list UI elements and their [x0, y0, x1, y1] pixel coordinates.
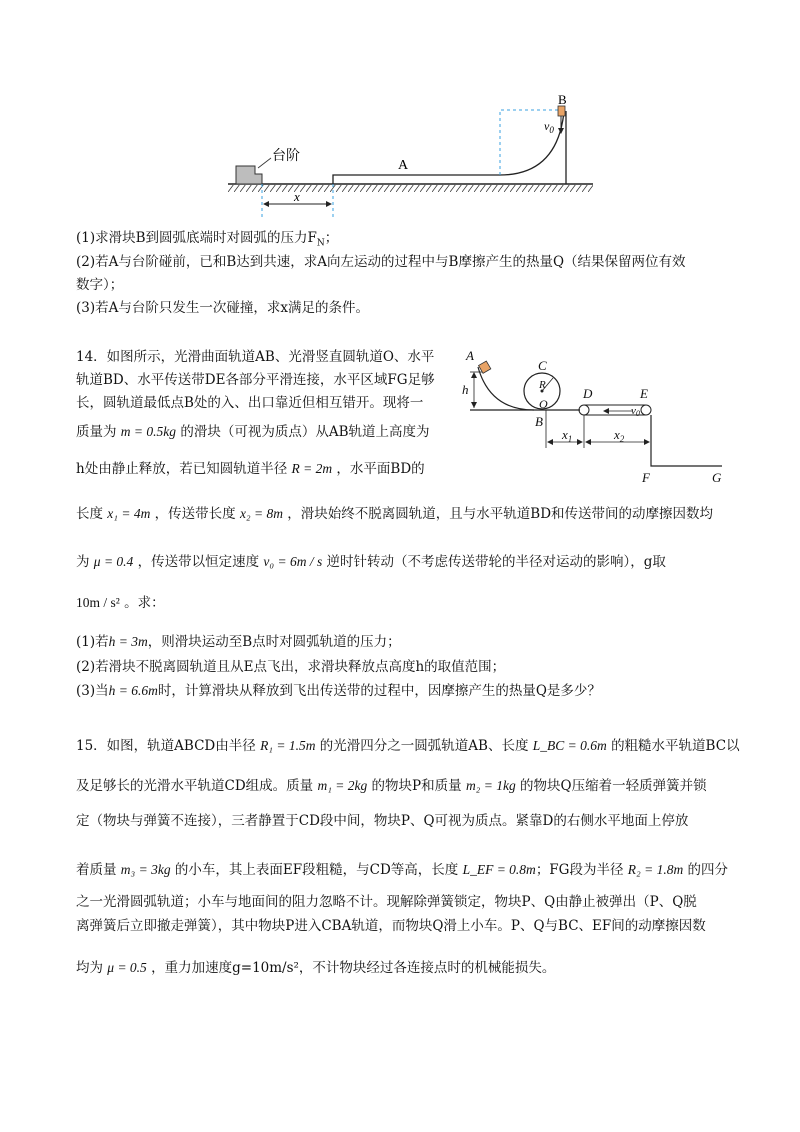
- label-x1: $x_1$: [562, 427, 573, 444]
- step-block: [236, 166, 262, 184]
- label-c: C: [538, 358, 547, 373]
- belt-v0-label: v0: [631, 405, 640, 418]
- x-label: x: [294, 189, 300, 204]
- p15-line3: 定（物块与弹簧不连接），三者静置于CD段中间，物块P、Q可视为质点。紧靠D的右侧水平地面上停放: [76, 813, 689, 829]
- p14-line5: h处由静止释放，若已知圆轨道半径 R = 2m ，水平面BD的: [76, 461, 425, 477]
- p13-q2-line2: 数字）；: [76, 277, 124, 293]
- p14-line8: 10m / s² 。求：: [76, 595, 165, 611]
- p14-line2: 轨道BD、水平传送带DE各部分平滑连接，水平区域FG足够: [76, 372, 435, 388]
- p14-line1: 14．如图所示，光滑曲面轨道AB、光滑竖直圆轨道O、水平: [76, 349, 435, 365]
- label-b: B: [535, 414, 543, 429]
- conveyor-belt: [579, 405, 651, 415]
- p13-q3: (3)若A与台阶只发生一次碰撞，求x满足的条件。: [76, 300, 369, 316]
- block-b-label: B: [558, 92, 567, 107]
- p14-line7: 为 μ = 0.4 ，传送带以恒定速度 v₀ = 6m / s 逆时针转动（不考虑传送带轮的半径对运动的影响），g取: [76, 554, 666, 570]
- p13-q2-line1: (2)若A与台阶碰前，已和B达到共速，求A向左运动的过程中与B摩擦产生的热量Q（结果保留两位有效: [76, 254, 686, 270]
- p14-line4: 质量为 m = 0.5kg 的滑块（可视为质点）从AB轨道上高度为: [76, 424, 430, 440]
- p15-line5: 之一光滑圆弧轨道；小车与地面间的阻力忽略不计。现解除弹簧锁定，物块P、Q由静止被弹出（P、Q脱: [76, 894, 697, 910]
- label-h: h: [462, 382, 469, 397]
- p15-line4: 着质量 m₃ = 3kg 的小车，其上表面EF段粗糙，与CD等高，长度 L_EF = 0.8m；FG段为半径 R₂ = 1.8m 的四分: [76, 862, 728, 878]
- label-o: O: [539, 397, 548, 411]
- label-d: D: [583, 386, 593, 401]
- board-a: [333, 111, 566, 184]
- region-fg: [651, 415, 722, 466]
- p14-q1: (1)若h = 3m，则滑块运动至B点时对圆弧轨道的压力；: [76, 634, 401, 650]
- label-x2: $x_2$: [614, 427, 625, 444]
- label-a: A: [466, 348, 474, 363]
- p13-q1: (1)求滑块B到圆弧底端时对圆弧的压力$F_N$；: [76, 230, 339, 249]
- block-at-a: [479, 361, 491, 373]
- ground: [228, 184, 593, 192]
- p14-line3: 长，圆轨道最低点B处的入、出口靠近但相互错开。现将一: [76, 395, 424, 411]
- block-b: [558, 106, 565, 116]
- label-e: E: [640, 386, 648, 401]
- p15-line1: 15．如图，轨道ABCD由半径 R₁ = 1.5m 的光滑四分之一圆弧轨道AB、长度 L_BC = 0.6m 的粗糙水平轨道BC以: [76, 738, 740, 754]
- figure-track-step: [0, 0, 800, 230]
- p15-line6: 离弹簧后立即撤走弹簧），其中物块P进入CBA轨道，而物块Q滑上小车。P、Q与BC、EF间的动摩擦因数: [76, 918, 706, 934]
- velocity-arrowhead: [558, 128, 564, 134]
- label-r: R: [539, 379, 546, 391]
- p15-line7: 均为 μ = 0.5 ，重力加速度g=10m/s²，不计物块经过各连接点时的机械能损失。: [76, 960, 556, 976]
- label-f: F: [642, 470, 650, 485]
- p14-q3: (3)当h = 6.6m时，计算滑块从释放到飞出传送带的过程中，因摩擦产生的热量Q是多少？: [76, 683, 601, 699]
- p14-q2: (2)若滑块不脱离圆轨道且从E点飞出，求滑块释放点高度h的取值范围；: [76, 659, 506, 675]
- step-label: 台阶: [272, 149, 300, 164]
- dashed-guides: [262, 110, 558, 218]
- p15-line2: 及足够长的光滑水平轨道CD组成。质量 m₁ = 2kg 的物块P和质量 m₂ = 1kg 的物块Q压缩着一轻质弹簧并锁: [76, 778, 707, 794]
- p14-line6: 长度 x₁ = 4m ，传送带长度 x₂ = 8m ，滑块始终不脱离圆轨道，且与水平轨道BD和传送带间的动摩擦因数均: [76, 506, 714, 522]
- v0-label: $v_0$: [544, 119, 554, 135]
- label-g: G: [712, 470, 722, 485]
- board-a-label: A: [398, 158, 409, 173]
- step-label-leader: [258, 158, 271, 168]
- curve-track-ab: [478, 367, 534, 410]
